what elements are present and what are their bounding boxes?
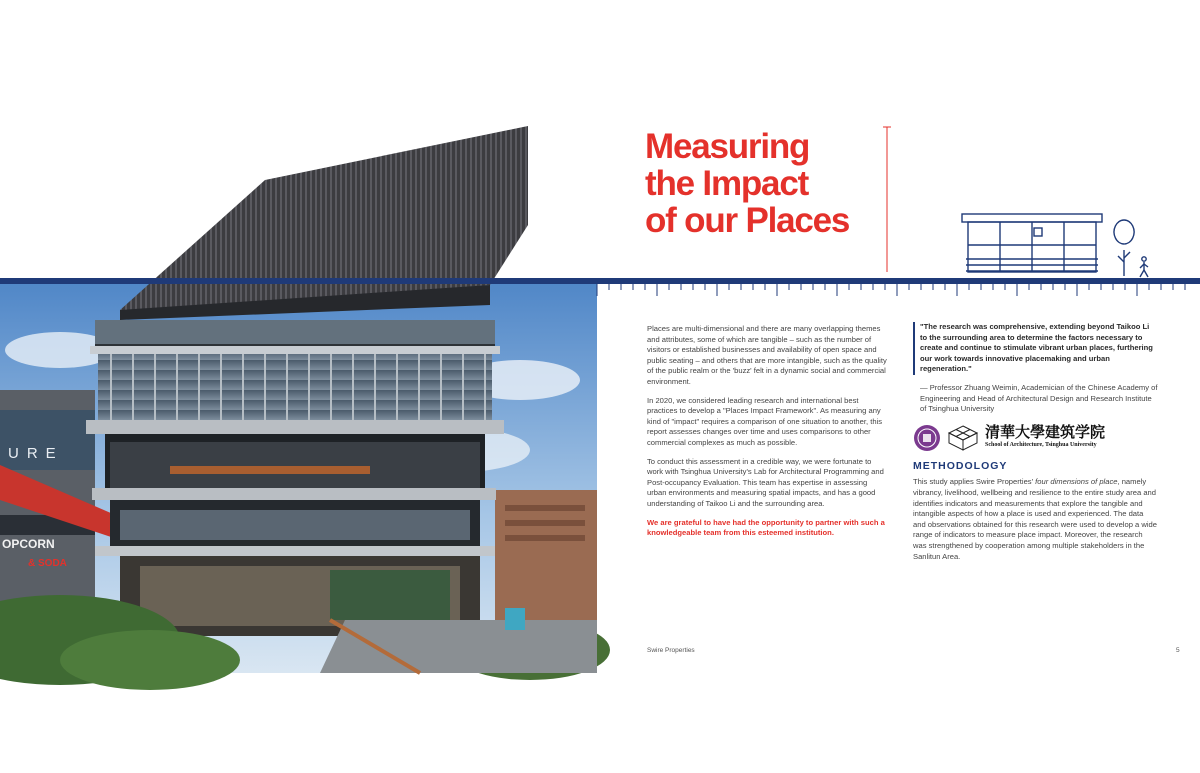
building-photo [0, 120, 597, 773]
title-line-1: Measuring [645, 127, 810, 166]
architecture-cube-icon [947, 424, 979, 452]
intro-paragraph-1: Places are multi-dimensional and there are many overlapping themes and attributes, some of which are tangible – such as the number of visitors or established businesses and availability of open space and public seating – and others that are more intangible, such as the quality of the public realm or the 'buzz' felt in a dynamic social and commercial environment. [647, 324, 887, 386]
gratitude-statement: We are grateful to have had the opportunity to partner with such a knowledgeable team from this esteemed institution. [647, 517, 885, 538]
svg-text:URE: URE [8, 445, 64, 462]
methodology-emphasis: four dimensions of place [1035, 477, 1118, 487]
page-number: 5 [1176, 647, 1180, 654]
tree-icon [1114, 220, 1134, 276]
logo-chinese-name: 清華大學建筑学院 [985, 423, 1106, 442]
ruler-ticks [597, 284, 1185, 296]
quote-column [913, 322, 1158, 570]
pull-quote: "The research was comprehensive, extending beyond Taikoo Li to the surrounding area to determine the factors necessary to create and continue to stimulate vibrant urban places, furthering our work towards innovative placemaking and urban regeneration." [913, 322, 1158, 375]
svg-text:& SODA: & SODA [28, 558, 67, 569]
sign-ure [8, 445, 64, 462]
building-illustration [0, 120, 597, 673]
page-title [645, 128, 875, 239]
methodology-heading: METHODOLOGY [913, 459, 1008, 472]
intro-paragraph-3: To conduct this assessment in a credible way, we were fortunate to work with Tsinghua University's Lab for Architectural Programming and Post-occupancy Evaluation. This team has expertise in assessing urban environments and measuring spatial impacts, and has a good understanding of Taikoo Li and the surrounding area. [647, 456, 884, 508]
tsinghua-seal-icon [913, 424, 941, 452]
svg-text:OPCORN: OPCORN [2, 537, 55, 551]
building-line-icon [962, 214, 1102, 272]
methodology-text-b: , namely vibrancy, livelihood, wellbeing and resilience to the entire study area and identifies indicators and measurements that explore the tangible and intangible aspects of how a place is used and experienced. The data and observations obtained for this research were used to develop a wide range of indicators to measure place impact. Moreover, the research was strengthened by cooperation among multiple stakeholders in the Sanlitun Area. [913, 477, 1157, 561]
logo-english-name: School of Architecture, Tsinghua University [985, 442, 1097, 449]
footer-brand: Swire Properties [647, 647, 695, 654]
methodology-paragraph [913, 477, 1158, 562]
photo-caption: The Creative Transformation of Taikoo Li Sanlitun [420, 766, 574, 773]
pedestrian-icon [1140, 257, 1148, 277]
title-line-3: of our Places [645, 201, 850, 240]
intro-paragraph-2: In 2020, we considered leading research and international best practices to develop a "Places Impact Framework". As measuring any kind of "impact" requires a comparison of one situation to another, this report assesses changes over time and uses comparisons to other commercial complexes as much as possible. [647, 395, 883, 447]
tsinghua-logo [913, 423, 1158, 453]
quote-attribution: — Professor Zhuang Weimin, Academician of the Chinese Academy of Engineering and Head of Architectural Design and Research Institute of Tsinghua University [920, 382, 1158, 414]
title-line-2: the Impact [645, 164, 809, 203]
intro-column [647, 324, 887, 547]
methodology-text-a: This study applies Swire Properties' [913, 477, 1036, 487]
